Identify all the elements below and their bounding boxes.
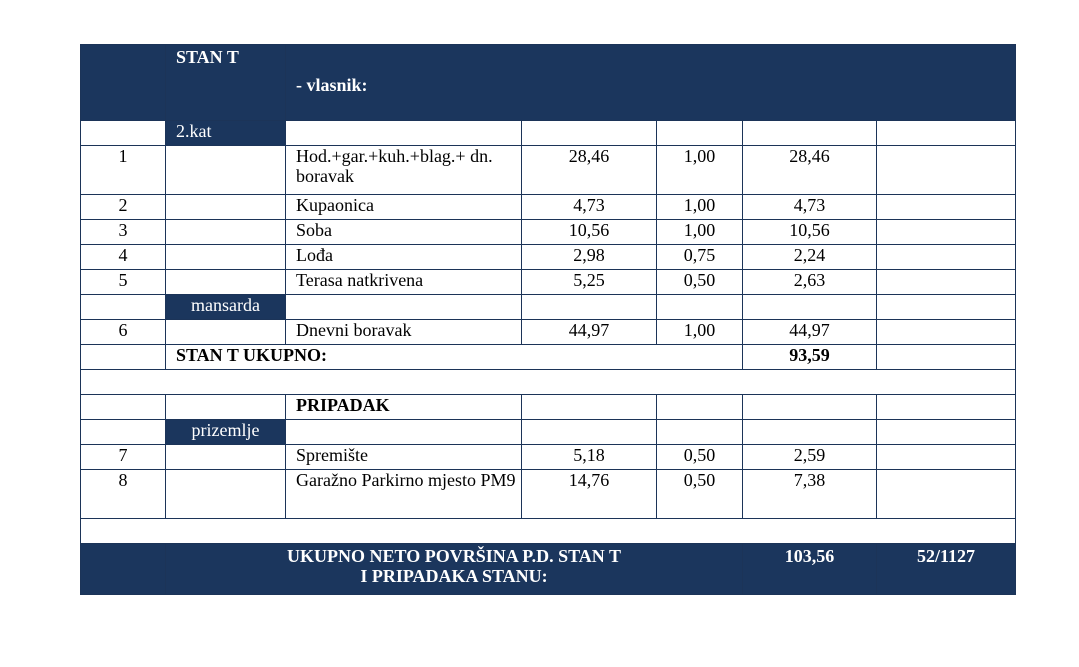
room-coef: 1,00 <box>657 146 743 195</box>
room-area: 4,73 <box>522 195 657 220</box>
total-value: 103,56 <box>743 544 877 595</box>
room-name: Hod.+gar.+kuh.+blag.+ dn. boravak <box>286 146 522 195</box>
row-number: 2 <box>81 195 166 220</box>
row-number: 4 <box>81 245 166 270</box>
subtotal-label: STAN T UKUPNO: <box>166 345 743 370</box>
room-coef: 0,50 <box>657 470 743 519</box>
room-area: 14,76 <box>522 470 657 519</box>
row-number: 3 <box>81 220 166 245</box>
stan-label: STAN T <box>166 45 286 121</box>
room-net: 2,24 <box>743 245 877 270</box>
table-row <box>81 470 1016 519</box>
total-label <box>166 544 743 595</box>
room-coef: 0,50 <box>657 445 743 470</box>
level-row-kat <box>81 121 1016 146</box>
room-coef: 1,00 <box>657 320 743 345</box>
room-area: 44,97 <box>522 320 657 345</box>
header-empty-cell <box>81 45 166 121</box>
room-name: Lođa <box>286 245 522 270</box>
table-row <box>81 320 1016 345</box>
room-coef: 1,00 <box>657 195 743 220</box>
room-area: 2,98 <box>522 245 657 270</box>
row-number: 8 <box>81 470 166 519</box>
room-net: 7,38 <box>743 470 877 519</box>
level-kat: 2.kat <box>166 121 286 146</box>
room-name: Garažno Parkirno mjesto PM9 <box>286 470 522 519</box>
row-number: 5 <box>81 270 166 295</box>
pripadak-title: PRIPADAK <box>286 395 522 420</box>
table-row <box>81 146 1016 195</box>
room-name: Kupaonica <box>286 195 522 220</box>
table-row <box>81 270 1016 295</box>
table-row <box>81 245 1016 270</box>
total-share: 52/1127 <box>877 544 1016 595</box>
total-row <box>81 544 1016 595</box>
room-coef: 0,75 <box>657 245 743 270</box>
subtotal-value: 93,59 <box>743 345 877 370</box>
area-table <box>80 44 1016 595</box>
level-row-prizemlje <box>81 420 1016 445</box>
room-name: Terasa natkrivena <box>286 270 522 295</box>
room-net: 10,56 <box>743 220 877 245</box>
subtotal-row <box>81 345 1016 370</box>
room-name: Soba <box>286 220 522 245</box>
room-area: 5,25 <box>522 270 657 295</box>
level-prizemlje: prizemlje <box>166 420 286 445</box>
room-net: 4,73 <box>743 195 877 220</box>
row-number: 1 <box>81 146 166 195</box>
row-number: 6 <box>81 320 166 345</box>
level-row-mansarda <box>81 295 1016 320</box>
room-net: 44,97 <box>743 320 877 345</box>
owner-label: - vlasnik: <box>286 45 1016 121</box>
table-row <box>81 220 1016 245</box>
room-area: 10,56 <box>522 220 657 245</box>
table-row <box>81 445 1016 470</box>
total-label-line1: UKUPNO NETO POVRŠINA P.D. STAN T <box>287 546 621 566</box>
room-net: 2,63 <box>743 270 877 295</box>
level-mansarda: mansarda <box>166 295 286 320</box>
row-number: 7 <box>81 445 166 470</box>
table-row <box>81 195 1016 220</box>
table-header-row <box>81 45 1016 121</box>
total-label-line2: I PRIPADAKA STANU: <box>360 566 548 586</box>
room-coef: 0,50 <box>657 270 743 295</box>
room-area: 28,46 <box>522 146 657 195</box>
room-name: Dnevni boravak <box>286 320 522 345</box>
room-net: 2,59 <box>743 445 877 470</box>
room-name: Spremište <box>286 445 522 470</box>
room-coef: 1,00 <box>657 220 743 245</box>
room-net: 28,46 <box>743 146 877 195</box>
room-area: 5,18 <box>522 445 657 470</box>
spacer-row <box>81 370 1016 395</box>
pripadak-title-row <box>81 395 1016 420</box>
spacer-row <box>81 519 1016 544</box>
